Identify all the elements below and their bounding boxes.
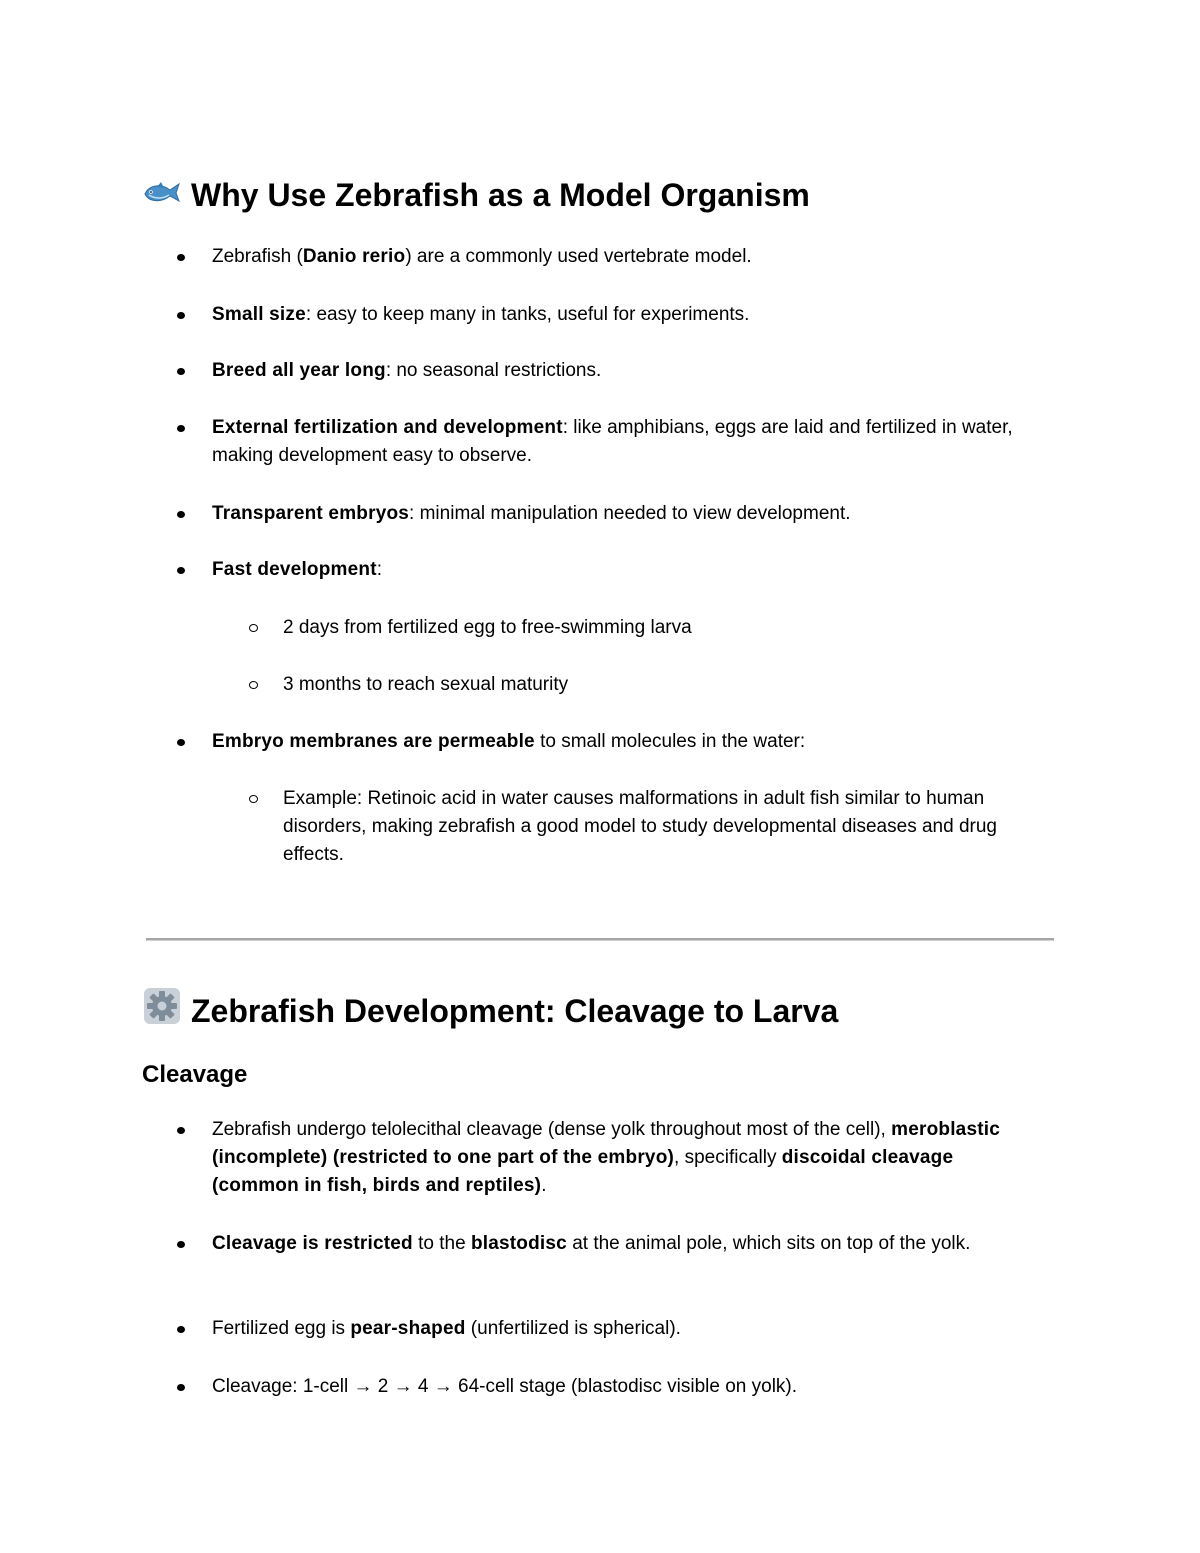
horizontal-divider (146, 938, 1054, 941)
sub-list-item: 3 months to reach sexual maturity (283, 671, 1043, 699)
bold-term: discoidal cleavage (common in fish, birds and reptiles) (212, 1147, 954, 1196)
bold-term: Embryo membranes are permeable (212, 731, 535, 752)
section-title: Why Use Zebrafish as a Model Organism (191, 177, 810, 213)
subheading-cleavage: Cleavage (142, 1061, 248, 1088)
bold-term: Cleavage is restricted (212, 1233, 413, 1254)
bold-term: blastodisc (470, 1233, 567, 1254)
bold-term: pear-shaped (350, 1318, 466, 1339)
bold-term: Transparent embryos (212, 503, 410, 524)
list-item: Transparent embryos: minimal manipulation needed to view development. (212, 500, 1062, 528)
list-item: Small size: easy to keep many in tanks, useful for experiments. (212, 301, 1062, 329)
gear-icon (143, 987, 181, 1034)
list-item: Fertilized egg is pear-shaped (unfertilized is spherical). (212, 1315, 1062, 1343)
list-item: Cleavage is restricted to the blastodisc at the animal pole, which sits on top of the yolk. (212, 1230, 1032, 1258)
list-item: External fertilization and development: like amphibians, eggs are laid and fertilized in water, making development easy to observe. (212, 414, 1062, 470)
list-item: Cleavage: 1-cell → 2 → 4 → 64-cell stage (blastodisc visible on yolk). (212, 1373, 1062, 1401)
list-item: Zebrafish (Danio rerio) are a commonly used vertebrate model. (212, 243, 1062, 271)
fish-icon (143, 175, 181, 215)
bold-term: Breed all year long (212, 360, 386, 381)
bold-term: Small size (212, 304, 306, 325)
list-item: Zebrafish undergo telolecithal cleavage (dense yolk throughout most of the cell), meroblastic (incomplete) (restricted to one part of the embryo), specifically discoidal cleavage (common in fish, birds and reptiles). (212, 1116, 1012, 1200)
section-title: Zebrafish Development: Cleavage to Larva (191, 992, 839, 1029)
bold-term: External fertilization and development (212, 417, 563, 438)
sub-list-item: Example: Retinoic acid in water causes malformations in adult fish similar to human disorders, making zebrafish a good model to study developmental diseases and drug effects. (283, 785, 1023, 869)
list-item: Embryo membranes are permeable to small molecules in the water: (212, 728, 1062, 756)
bold-term: Danio rerio (302, 246, 406, 267)
list-item: Breed all year long: no seasonal restrictions. (212, 357, 1062, 385)
section-heading-development (143, 987, 838, 1034)
list-item: Fast development: (212, 556, 1062, 584)
bold-term: meroblastic (incomplete) (restricted to one part of the embryo) (212, 1119, 1000, 1168)
bold-term: Fast development (212, 559, 377, 580)
section-heading-zebrafish-model (143, 175, 810, 215)
sub-list-item: 2 days from fertilized egg to free-swimming larva (283, 614, 1043, 642)
